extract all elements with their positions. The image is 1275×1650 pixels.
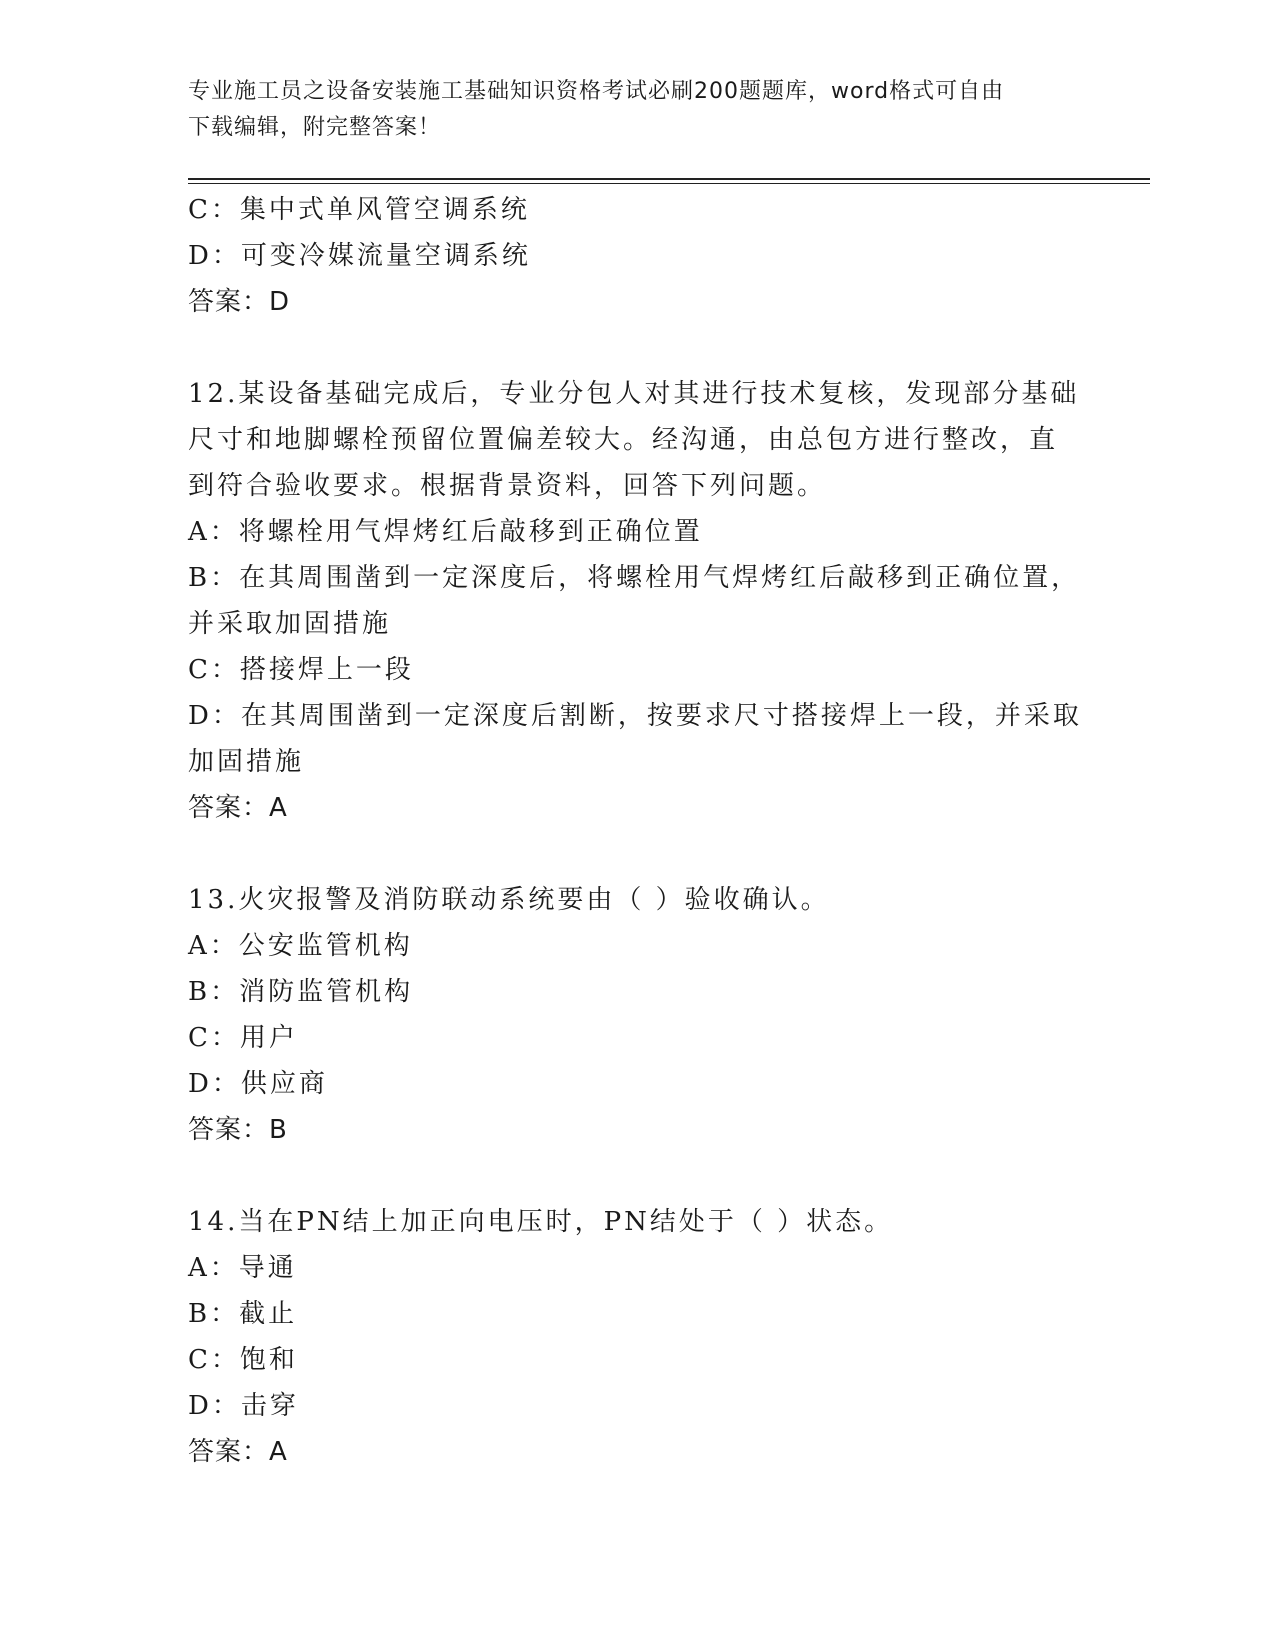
option-b: B：在其周围凿到一定深度后，将螺栓用气焊烤红后敲移到正确位置，	[188, 563, 1081, 593]
option-d-continued: 加固措施	[188, 747, 305, 777]
header-divider-thick	[188, 178, 1150, 180]
answer-line: 答案：D	[188, 287, 291, 317]
option-d: D：可变冷媒流量空调系统	[188, 241, 531, 271]
answer-line: 答案：B	[188, 1115, 288, 1145]
option-c: C：用户	[188, 1023, 298, 1053]
option-a: A：导通	[188, 1253, 297, 1283]
option-c: C：饱和	[188, 1345, 298, 1375]
option-b-continued: 并采取加固措施	[188, 609, 392, 639]
question-block-previous	[188, 187, 1088, 325]
option-d: D：在其周围凿到一定深度后割断，按要求尺寸搭接焊上一段，并采取	[188, 701, 1082, 731]
header-line-1: 专业施工员之设备安装施工基础知识资格考试必刷200题题库，word格式可自由	[188, 79, 1005, 104]
question-block-13	[188, 877, 1088, 1153]
answer-line: 答案：A	[188, 793, 288, 823]
question-stem-line: 尺寸和地脚螺栓预留位置偏差较大。经沟通，由总包方进行整改，直	[188, 425, 1059, 455]
question-block-14	[188, 1199, 1088, 1475]
question-stem-line: 14.当在PN结上加正向电压时，PN结处于（ ）状态。	[188, 1207, 894, 1237]
question-block-12	[188, 371, 1088, 831]
option-a: A：将螺栓用气焊烤红后敲移到正确位置	[188, 517, 703, 547]
option-c: C：搭接焊上一段	[188, 655, 414, 685]
question-stem-line: 12.某设备基础完成后，专业分包人对其进行技术复核，发现部分基础	[188, 379, 1080, 409]
option-d: D：供应商	[188, 1069, 328, 1099]
option-b: B：消防监管机构	[188, 977, 414, 1007]
spacer	[188, 1153, 1088, 1199]
answer-line: 答案：A	[188, 1437, 288, 1467]
option-b: B：截止	[188, 1299, 298, 1329]
option-d: D：击穿	[188, 1391, 299, 1421]
question-stem-line: 13.火灾报警及消防联动系统要由（ ）验收确认。	[188, 885, 830, 915]
question-content	[188, 187, 1088, 1475]
option-a: A：公安监管机构	[188, 931, 413, 961]
header-line-2: 下载编辑，附完整答案！	[188, 115, 442, 140]
question-stem-line: 到符合验收要求。根据背景资料，回答下列问题。	[188, 471, 827, 501]
spacer	[188, 325, 1088, 371]
option-c: C：集中式单风管空调系统	[188, 195, 530, 225]
page-header	[188, 74, 1068, 146]
spacer	[188, 831, 1088, 877]
header-divider-thin	[188, 183, 1150, 184]
